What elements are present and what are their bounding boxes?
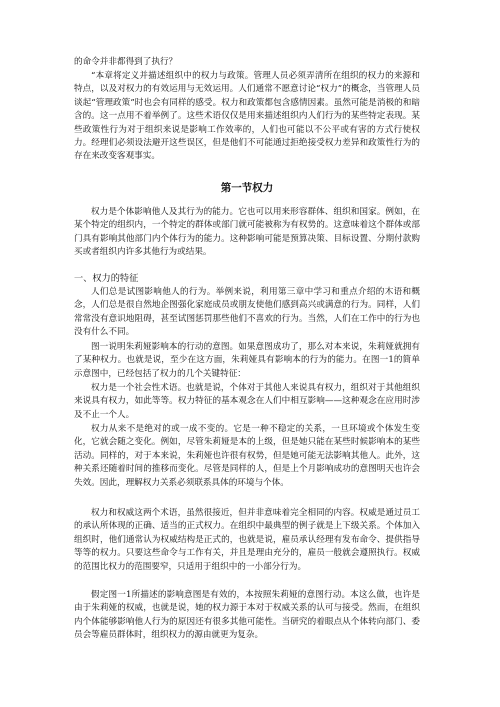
body-paragraph-8 bbox=[74, 589, 420, 643]
body-paragraph-4 bbox=[74, 341, 420, 381]
body-paragraph-6 bbox=[74, 423, 420, 490]
paragraph-7: 权力和权威这两个术语，虽然很接近，但并非意味着完全相同的内容。权威是通过员工的承认所体现的正确、适当的正式权力。在组织中最典型的例子就是上下级关系。个体加入组织时，他们通常认为权威结构是正式的，也就是说，雇员承认经理有发布命令、提供指导等等的权力。只要这些命令与工作有关，并且是理由充分的，雇员一般就会遵照执行。权威的范围比权力的范围要窄，只适用于组织中的一小部分行为。 bbox=[74, 508, 420, 572]
paragraph-4: 图一说明朱莉娅影响本的行动的意图。如果意图成功了，那么对本来说，朱莉娅就拥有了某种权力。也就是说，至少在这方面，朱莉娅具有影响本的行为的能力。在图一1的简单示意图中，已经包括了权力的几个关键特征： bbox=[74, 342, 420, 379]
paragraph-0: 的命令并非都得到了执行？ bbox=[74, 57, 178, 67]
paragraph-3: 人们总是试图影响他人的行为。举例来说，利用第三章中学习和重点介绍的木语和概念，人们总是很自然地企图强化家庭成员或朋友使他们感到高兴或满意的行为。同样，人们常常没有意识地阻碍，甚至试图惩罚那些他们不喜欢的行为。当然，人们在工作中的行为也没有什么不同。 bbox=[74, 287, 420, 338]
paragraph-continuation bbox=[74, 56, 420, 69]
paragraph-8: 假定图一1所描述的影响意图是有效的，本按照朱莉娅的意图行动。本这么做，也许是由于朱莉娅的权威，也就是说，她的权力源于本对于权威关系的认可与接受。然而，在组织内个体能够影响他人行为的原因还有很多其他可能性。当研究的着眼点从个体转向部门、委员会等雇员群体时，组织权力的源由就更为复杂。 bbox=[74, 590, 420, 641]
subheading-power-characteristics: 一、权力的特征 bbox=[74, 273, 139, 284]
paragraph-2: 权力是个体影响他人及其行为的能力。它也可以用来形容群体、组织和国家。例如，在某个特定的组织内，一个特定的群体或部门就可能被称为有权势的。这意味着这个群体或部门具有影响其他部门内个体行为的能力。这种影响可能是预算决策、目标设置、分期付款购买或者组织内许多其他行为或结果。 bbox=[74, 207, 420, 258]
paragraph-6: 权力从来不是绝对的或一成不变的。它是一种不稳定的关系，一旦环境或个体发生变化，它就会随之变化。例如，尽管朱莉娅是本的上级，但是她只能在某些时候影响本的某些活动。同样的，对于本来说，朱莉娅也许很有权势，但是她可能无法影响其他人。此外，这种关系还随着时间的推移而变化。尽管是同样的人，但是上个月影响成功的意图明天也许会失效。因此，理解权力关系必须联系具体的环境与个体。 bbox=[74, 424, 420, 488]
definition-paragraph bbox=[74, 206, 420, 260]
section-title: 第一节权力 bbox=[220, 182, 274, 194]
paragraph-1: “本章将定义并描述组织中的权力与政策。管理人员必须弄清所在组织的权力的来源和特点，以及对权力的有效运用与无效运用。人们通常不愿意讨论“权力”的概念，当管理人员谈起“管理政策”时也会有同样的感受。权力和政策都包含感情因素。虽然可能是消极的和暗含的。这一点用不着举例了。这些术语仅仅是用来描述组织内人们行为的某些特定表现。某些政策性行为对于组织来说是影响工作效率的，人们也可能以不公平或有害的方式行使权力。经理们必须设法避开这些误区，但是他们不可能通过拒绝接受权力差异和政策性行为的存在来改变客观事实。 bbox=[74, 71, 420, 162]
intro-paragraph bbox=[74, 70, 420, 164]
paragraph-5: 权力是一个社会性术语。也就是说，个体对于其他人来说具有权力，组织对于其他组织来说具有权力，如此等等。权力特征的基本观念在人们中相互影响——这种观念在应用时涉及不止一个人。 bbox=[74, 383, 420, 420]
body-paragraph-7 bbox=[74, 507, 420, 574]
body-paragraph-5 bbox=[74, 382, 420, 422]
body-paragraph-3 bbox=[74, 286, 420, 340]
